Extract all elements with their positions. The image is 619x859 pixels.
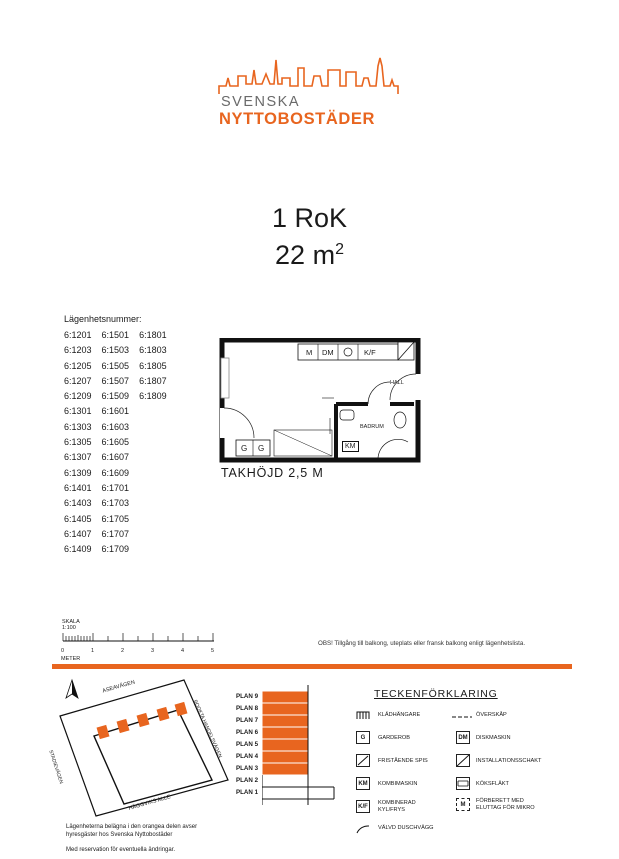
site-plan-drawing bbox=[52, 676, 232, 818]
floor-label-8: PLAN 8 bbox=[236, 705, 259, 712]
apartment-number: 6:1503 bbox=[101, 345, 130, 356]
apartment-number: 6:1403 bbox=[64, 498, 92, 509]
clothes-hanger-icon bbox=[356, 708, 370, 721]
label-kombimaskin: KM bbox=[342, 441, 359, 452]
legend-label-kyl-frys: KOMBINERAD KYL/FRYS bbox=[378, 800, 416, 813]
scale-tick-2: 2 bbox=[121, 648, 125, 654]
microwave-outlet-icon: M bbox=[456, 798, 470, 811]
legend-label-mikro: FÖRBERETT MED ELUTTAG FÖR MIKRO bbox=[476, 798, 535, 811]
company-logo bbox=[216, 56, 402, 132]
legend-label-kombimaskin: KOMBIMASKIN bbox=[378, 781, 418, 787]
apartment-number: 6:1805 bbox=[139, 360, 167, 371]
legend-title: TECKENFÖRKLARING bbox=[374, 688, 498, 700]
legend-label-installationsschakt: INSTALLATIONSSCHAKT bbox=[476, 758, 542, 764]
floor-label-9: PLAN 9 bbox=[236, 693, 259, 700]
apartment-number: 6:1709 bbox=[101, 544, 130, 555]
apartment-number: 6:1803 bbox=[139, 345, 167, 356]
apartment-number: 6:1701 bbox=[101, 482, 130, 493]
upper-cabinet-icon bbox=[452, 710, 472, 723]
floor-plan bbox=[218, 338, 424, 469]
apartment-number: 6:1205 bbox=[64, 360, 92, 371]
apartment-number: 6:1601 bbox=[101, 406, 130, 417]
site-plan bbox=[47, 676, 232, 823]
apartment-number-list bbox=[64, 314, 167, 557]
apartment-area bbox=[0, 234, 619, 271]
logo-text-nyttobostader: NYTTOBOSTÄDER bbox=[219, 110, 376, 128]
label-badrum: BADRUM bbox=[360, 424, 384, 430]
legend-label-koksflakt: KÖKSFLÄKT bbox=[476, 781, 509, 787]
wardrobe-icon: G bbox=[356, 731, 370, 744]
floor-label-4: PLAN 4 bbox=[236, 753, 259, 760]
apartment-number: 6:1707 bbox=[101, 528, 130, 539]
floor-label-3: PLAN 3 bbox=[236, 765, 259, 772]
scale-tick-0: 0 bbox=[61, 648, 65, 654]
kitchen-fan-icon bbox=[456, 777, 470, 790]
label-garderob-2: G bbox=[258, 444, 265, 453]
apartment-number: 6:1201 bbox=[64, 330, 92, 340]
apartment-number: 6:1609 bbox=[101, 467, 130, 478]
apartment-number: 6:1807 bbox=[139, 375, 167, 386]
street-haggviks-alle: HÄGGVIKS ALLE bbox=[128, 794, 172, 812]
legend-label-garderob: GARDEROB bbox=[378, 735, 411, 741]
apartment-number: 6:1705 bbox=[101, 513, 130, 524]
fridge-freezer-icon: K/F bbox=[356, 800, 370, 813]
apartment-column-3 bbox=[139, 328, 167, 557]
apartment-number: 6:1605 bbox=[101, 437, 130, 448]
apartment-number: 6:1307 bbox=[64, 452, 92, 463]
apartment-number: 6:1207 bbox=[64, 375, 92, 386]
apartment-number: 6:1505 bbox=[101, 360, 130, 371]
balcony-note: OBS! Tillgång till balkong, uteplats eller fransk balkong enligt lägenhetslista. bbox=[318, 640, 526, 647]
apartment-number: 6:1209 bbox=[64, 391, 92, 402]
apartment-column-1 bbox=[64, 328, 92, 557]
scale-tick-1: 1 bbox=[91, 648, 95, 654]
scale-label: SKALA 1:100 bbox=[62, 619, 80, 631]
apartment-list-heading: Lägenhetsnummer: bbox=[64, 314, 142, 324]
dishwasher-icon: DM bbox=[456, 731, 470, 744]
installation-shaft-icon bbox=[456, 754, 470, 767]
street-stadievagen: STADIEVÄGEN bbox=[47, 749, 64, 785]
apartment-number: 6:1801 bbox=[139, 330, 167, 340]
apartment-column-2 bbox=[102, 328, 130, 557]
room-count: 1 RoK bbox=[271, 203, 348, 233]
label-kyl-frys: K/F bbox=[364, 348, 376, 357]
apartment-number: 6:1507 bbox=[101, 375, 130, 386]
label-diskmaskin: DM bbox=[322, 348, 334, 357]
apartment-number: 6:1603 bbox=[101, 421, 130, 432]
floor-label-5: PLAN 5 bbox=[236, 741, 259, 748]
north-arrow-icon bbox=[66, 680, 78, 698]
apartment-number: 6:1407 bbox=[64, 528, 92, 539]
area-unit-sup: 2 bbox=[335, 241, 344, 258]
apartment-number: 6:1309 bbox=[64, 467, 92, 478]
apartment-number: 6:1409 bbox=[64, 544, 92, 555]
city-skyline-icon bbox=[216, 56, 402, 96]
floor-label-2: PLAN 2 bbox=[236, 777, 259, 784]
apartment-number: 6:1509 bbox=[101, 391, 130, 402]
scale-tick-3: 3 bbox=[151, 648, 155, 654]
site-caption: Lägenheterna belägna i den orangea delen avser hyresgäster hos Svenska Nyttobostäder bbox=[66, 824, 198, 838]
legend-label-kladhangare: KLÄDHÄNGARE bbox=[378, 712, 421, 718]
scale-unit: METER bbox=[61, 656, 81, 662]
label-garderob-1: G bbox=[241, 444, 248, 453]
combi-machine-icon: KM bbox=[356, 777, 370, 790]
freestanding-stove-icon bbox=[356, 754, 370, 767]
street-right: BOOKTA HANDELSVÄGEN bbox=[191, 699, 223, 759]
legend-label-fristaende-spis: FRISTÅENDE SPIS bbox=[378, 758, 428, 764]
apartment-title bbox=[0, 202, 619, 271]
apartment-number: 6:1405 bbox=[64, 513, 92, 524]
logo-text-svenska: SVENSKA bbox=[221, 94, 300, 110]
scale-ruler bbox=[62, 627, 222, 649]
apartment-number: 6:1401 bbox=[64, 482, 92, 493]
apartment-number: 6:1203 bbox=[64, 345, 92, 356]
apartment-number: 6:1607 bbox=[101, 452, 130, 463]
ceiling-height: TAKHÖJD 2,5 M bbox=[221, 466, 324, 480]
legend-label-diskmaskin: DISKMASKIN bbox=[476, 735, 511, 741]
floor-label-1: PLAN 1 bbox=[236, 789, 259, 796]
site-reservation: Med reservation för eventuella ändringar. bbox=[66, 847, 176, 853]
curved-shower-wall-icon bbox=[356, 822, 370, 835]
orange-divider bbox=[52, 664, 572, 669]
scale-tick-5: 5 bbox=[211, 648, 215, 654]
label-klädhängare: M bbox=[306, 348, 313, 357]
apartment-number: 6:1501 bbox=[101, 330, 130, 340]
floor-stack bbox=[262, 685, 362, 815]
apartment-number: 6:1305 bbox=[64, 437, 92, 448]
floor-plan-drawing bbox=[218, 338, 424, 464]
legend-label-valvd-duschvagg: VÄLVD DUSCHVÄGG bbox=[378, 825, 434, 831]
apartment-number: 6:1809 bbox=[139, 391, 167, 402]
street-aseavagen: ASEAVÄGEN bbox=[101, 679, 136, 695]
scale-tick-4: 4 bbox=[181, 648, 185, 654]
apartment-number: 6:1301 bbox=[64, 406, 92, 417]
apartment-number: 6:1303 bbox=[64, 421, 92, 432]
legend-label-overskap: ÖVERSKÅP bbox=[476, 712, 507, 718]
area-value: 22 m bbox=[275, 240, 336, 270]
apartment-number: 6:1703 bbox=[101, 498, 130, 509]
label-hall: HALL bbox=[390, 380, 404, 386]
floor-label-7: PLAN 7 bbox=[236, 717, 259, 724]
floor-label-6: PLAN 6 bbox=[236, 729, 259, 736]
